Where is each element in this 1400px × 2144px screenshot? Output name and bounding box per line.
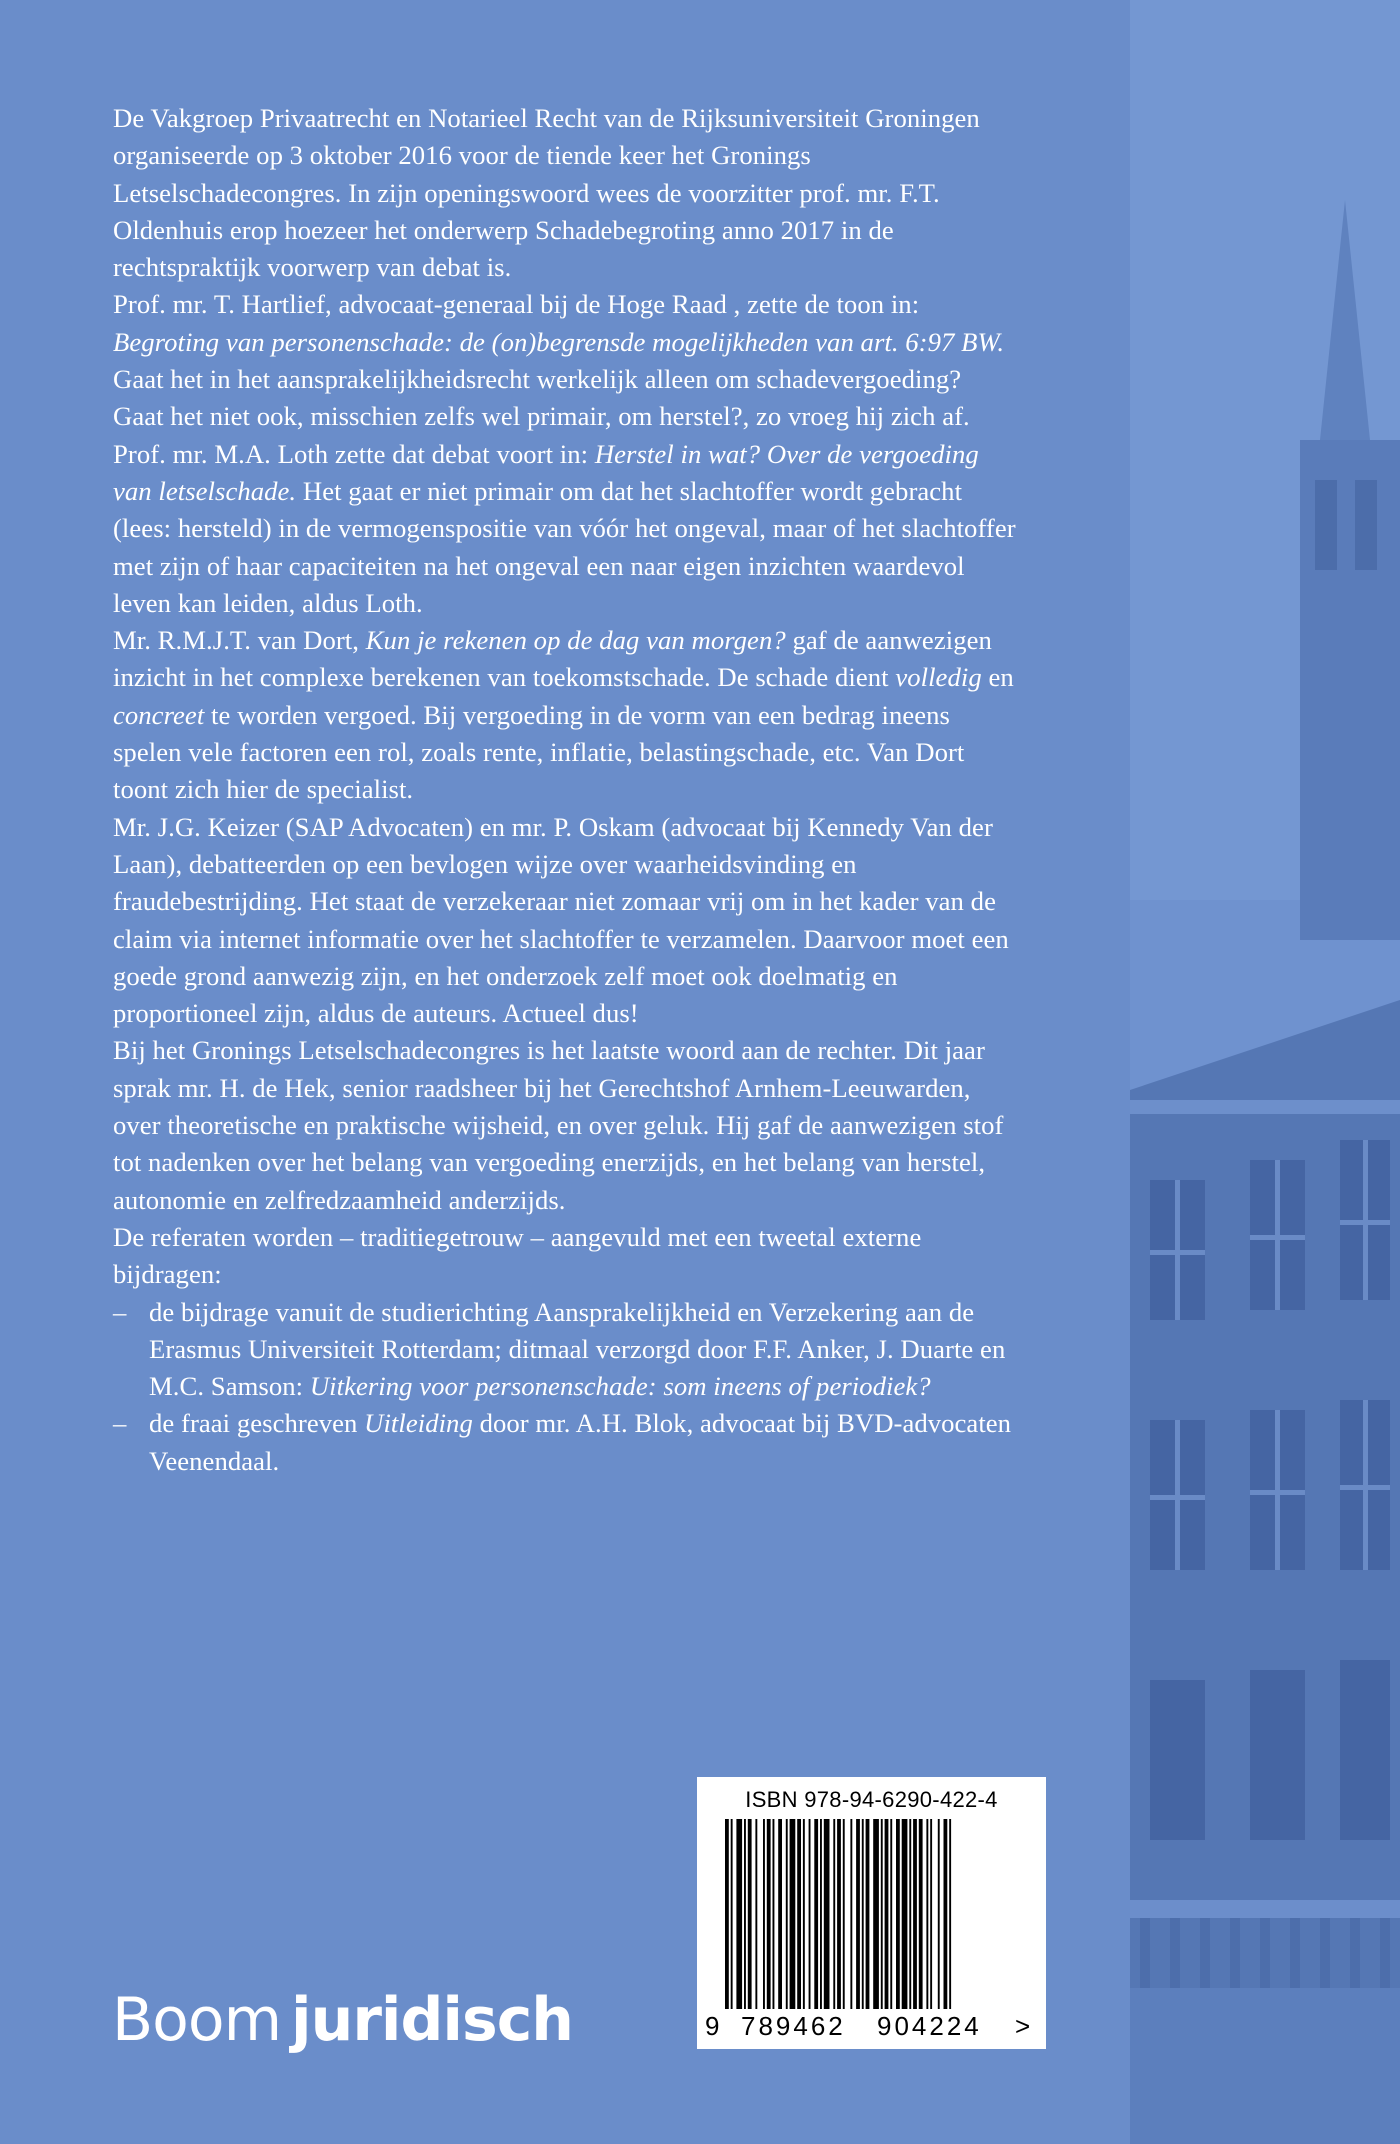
- barcode-stripe: [797, 1819, 801, 2009]
- barcode-stripe: [824, 1819, 830, 2009]
- paragraph-text: Bij het Gronings Letselschadecongres is het laatste woord aan de rechter. Dit jaar sprak mr. H. de Hek, senior raadsheer bij het Gerechtshof Arnhem-Leeuwarden, over theoretische en praktische wijsheid, en over geluk. Hij gaf de aanwezigen stof tot nadenken over het belang van vergoeding enerzijds, en het belang van herstel, autonomie en zelfredzaamheid anderzijds.: [113, 1035, 1004, 1215]
- list-item-text: door mr. A.H. Blok, advocaat bij BVD-advocaten Veenendaal.: [149, 1408, 1012, 1476]
- barcode-stripe: [930, 1819, 932, 2009]
- lecture-title: Kun je rekenen op de dag van morgen?: [365, 625, 786, 656]
- barcode-stripe: [949, 1819, 951, 2009]
- barcode-stripe: [803, 1819, 805, 2009]
- paragraph-de-hek: [113, 1032, 1018, 1218]
- lecture-title: Uitkering voor personenschade: som ineens of periodiek?: [309, 1371, 931, 1402]
- barcode-stripe: [755, 1819, 757, 2009]
- barcode-stripe: [944, 1819, 948, 2009]
- barcode-stripe: [778, 1819, 782, 2009]
- contributions-list: [113, 1294, 1018, 1480]
- list-item-text: de bijdrage vanuit de studierichting Aansprakelijkheid en Verzekering aan de Erasmus Universiteit Rotterdam; ditmaal verzorgd door F.F. Anker, J. Duarte en M.C. Samson:: [149, 1296, 1006, 1402]
- list-item: [113, 1294, 1018, 1406]
- isbn-left-group: 789462: [741, 2011, 846, 2041]
- barcode-stripe: [926, 1819, 928, 2009]
- barcode-stripe: [837, 1819, 841, 2009]
- paragraph-text: en: [981, 662, 1014, 693]
- isbn-barcode-box: [697, 1777, 1046, 2049]
- barcode-stripe: [763, 1819, 765, 2009]
- barcode-stripe: [866, 1819, 870, 2009]
- lecture-title: Herstel in wat? Over de vergoeding van letselschade.: [113, 438, 979, 506]
- barcode-stripe: [748, 1819, 752, 2009]
- barcode-stripe: [820, 1819, 822, 2009]
- paragraph-text: De referaten worden – traditiegetrouw – aangevuld met een tweetal externe bijdragen:: [113, 1221, 922, 1290]
- paragraph-text: Prof. mr. M.A. Loth zette dat debat voort in:: [113, 438, 595, 469]
- emphasis: volledig: [895, 662, 982, 693]
- paragraph-text: Prof. mr. T. Hartlief, advocaat-generaal bij de Hoge Raad , zette de toon in:: [113, 289, 920, 320]
- isbn-label: ISBN 978-94-6290-422-4: [745, 1787, 998, 1812]
- barcode-stripe: [896, 1819, 900, 2009]
- barcode-stripe: [938, 1819, 940, 2009]
- barcode-stripe: [919, 1819, 923, 2009]
- paragraph-text: Mr. J.G. Keizer (SAP Advocaten) en mr. P. Oskam (advocaat bij Kennedy Van der Laan), debatteerden op een bevlogen wijze over waarheidsvinding en fraudebestrijding. Het staat de verzekeraar niet zomaar vrij om in het kader van de claim via internet informatie over het slachtoffer te verzamelen. Daarvoor moet een goede grond aanwezig zijn, en het onderzoek zelf moet ook doelmatig en proportioneel zijn, aldus de auteurs. Actueel dus!: [113, 811, 1009, 1029]
- barcode-stripe: [881, 1819, 883, 2009]
- barcode-stripe: [833, 1819, 835, 2009]
- paragraph-hartlief: [113, 286, 1018, 435]
- blurb-text: [113, 100, 1018, 1480]
- barcode-stripe: [856, 1819, 860, 2009]
- paragraph-loth: [113, 436, 1018, 622]
- dash-bullet: –: [113, 1408, 127, 1439]
- dash-bullet: –: [113, 1296, 127, 1327]
- list-item-text: de fraai geschreven: [149, 1408, 365, 1439]
- paragraph-text: gaf de aanwezigen inzicht in het complexe berekenen van toekomstschade. De schade dient: [113, 625, 992, 693]
- lecture-title: Begroting van personenschade: de (on)begrensde mogelijkheden van art. 6:97 BW.: [113, 326, 1005, 357]
- barcode-stripe: [843, 1819, 845, 2009]
- barcode-stripe: [790, 1819, 796, 2009]
- lecture-title: Uitleiding: [364, 1408, 473, 1439]
- barcode-stripe: [873, 1819, 879, 2009]
- paragraph-referaten: [113, 1219, 1018, 1294]
- barcode-stripe: [725, 1819, 729, 2009]
- publisher-logo-word: juridisch: [291, 1985, 573, 2055]
- paragraph-text: Gaat het in het aansprakelijkheidsrecht werkelijk alleen om schadevergoeding? Gaat het niet ook, misschien zelfs wel primair, om herstel?, zo vroeg hij zich af.: [113, 364, 970, 432]
- paragraph-text: De Vakgroep Privaatrecht en Notarieel Recht van de Rijksuniversiteit Groningen organiseerde op 3 oktober 2016 voor de tiende keer het Gronings Letselschadecongres. In zijn openingswoord wees de voorzitter prof. mr. F.T. Oldenhuis erop hoezeer het onderwerp Schadebegroting anno 2017 in de rechtspraktijk voorwerp van debat is.: [113, 103, 980, 283]
- barcode-stripe: [744, 1819, 746, 2009]
- publisher-logo-word: Boom: [112, 1985, 282, 2055]
- publisher-logo: [112, 1985, 573, 2055]
- barcode-stripe: [885, 1819, 889, 2009]
- paragraph-text: Het gaat er niet primair om dat het slachtoffer wordt gebracht (lees: hersteld) in de vermogenspositie van vóór het ongeval, maar of het slachtoffer met zijn of haar capaciteiten na het ongeval een naar eigen inzichten waardevol leven kan leiden, aldus Loth.: [113, 475, 1016, 618]
- building-photo-illustration: [1130, 0, 1400, 2144]
- barcode-stripe: [767, 1819, 771, 2009]
- barcode-stripe: [850, 1819, 852, 2009]
- isbn-lead-digit: 9: [705, 2011, 720, 2041]
- paragraph-van-dort: [113, 622, 1018, 808]
- barcode-stripe: [814, 1819, 818, 2009]
- building-photo: [1130, 0, 1400, 2144]
- isbn-quiet-mark: >: [1015, 2011, 1031, 2041]
- barcode-stripe: [809, 1819, 811, 2009]
- barcode-icon: [725, 1819, 1018, 2009]
- barcode-stripe: [913, 1819, 917, 2009]
- barcode-stripe: [731, 1819, 733, 2009]
- barcode-stripe: [890, 1819, 892, 2009]
- paragraph-text: te worden vergoed. Bij vergoeding in de vorm van een bedrag ineens spelen vele factoren een rol, zoals rente, inflatie, belastingschade, etc. Van Dort toont zich hier de specialist.: [113, 699, 965, 805]
- barcode-stripe: [773, 1819, 775, 2009]
- emphasis: concreet: [113, 699, 205, 730]
- barcode-stripe: [902, 1819, 908, 2009]
- barcode-stripe: [786, 1819, 788, 2009]
- list-item: [113, 1405, 1018, 1480]
- paragraph-text: Mr. R.M.J.T. van Dort,: [113, 625, 366, 656]
- paragraph-intro: [113, 100, 1018, 286]
- barcode-stripe: [862, 1819, 864, 2009]
- barcode-stripe: [909, 1819, 911, 2009]
- barcode-stripe: [736, 1819, 742, 2009]
- isbn-right-group: 904224: [877, 2011, 982, 2041]
- paragraph-keizer-oskam: [113, 809, 1018, 1033]
